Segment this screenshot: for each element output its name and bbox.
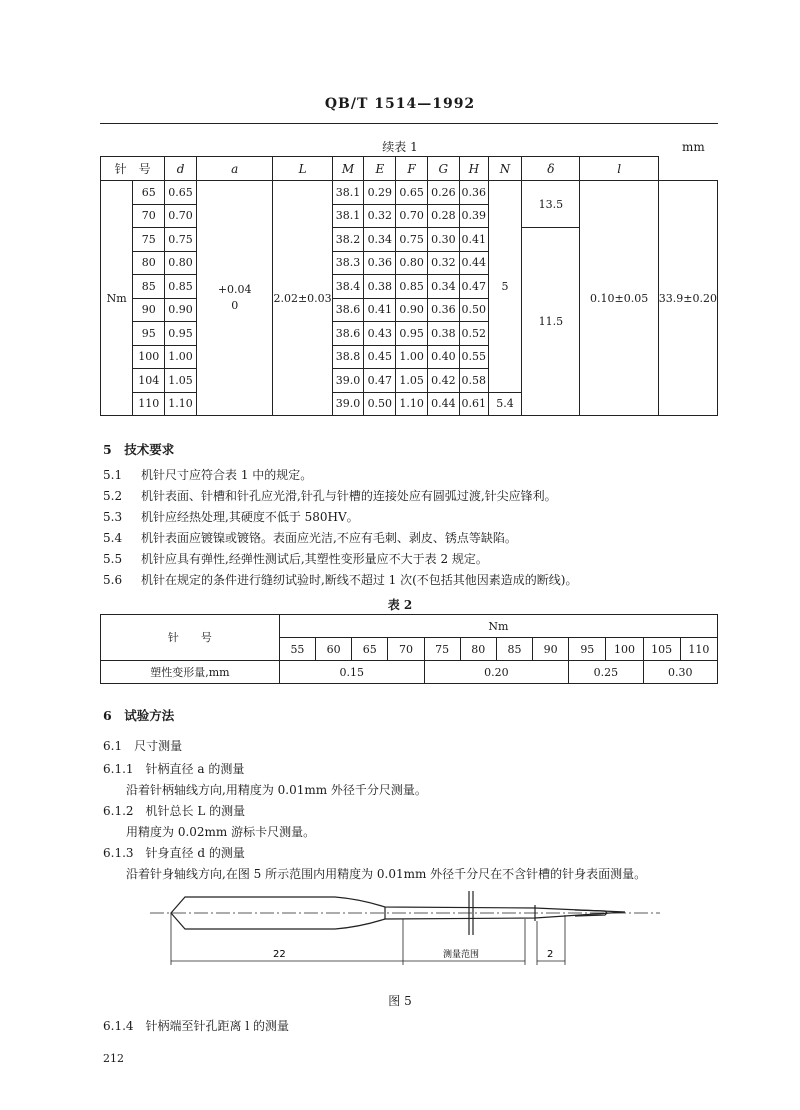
page-number: 212	[103, 1052, 124, 1065]
table1-cell-G: 0.52	[459, 322, 488, 346]
table1-cell-d: 1.10	[165, 392, 197, 416]
table1-cell-d: 0.90	[165, 298, 197, 322]
table1-header-cell: l	[580, 157, 658, 181]
table1-cell-L: 39.0	[332, 392, 364, 416]
table1-caption: 续表 1	[382, 140, 418, 154]
table1-cell-L: 38.4	[332, 275, 364, 299]
table2-value-cell: 0.20	[424, 661, 569, 684]
table1-cell-d: 0.95	[165, 322, 197, 346]
table2-header-needle: 针 号	[101, 615, 280, 661]
needle-figure	[145, 885, 665, 985]
section5-item-text: 机针应具有弹性,经弹性测试后,其塑性变形量应不大于表 2 规定。	[129, 552, 488, 566]
table1-cell-d: 0.75	[165, 228, 197, 252]
table1-delta-value: 0.10±0.05	[580, 181, 658, 416]
section5-item	[103, 529, 517, 546]
section5-title: 5 技术要求	[103, 442, 175, 457]
table1-cell-G: 0.41	[459, 228, 488, 252]
table1-cell-no: 100	[133, 345, 165, 369]
table1-cell-E: 0.85	[396, 275, 428, 299]
table1-row	[101, 181, 718, 205]
table1-cell-L: 38.6	[332, 298, 364, 322]
table1-cell-M: 0.43	[364, 322, 396, 346]
table1-cell-F: 0.30	[427, 228, 459, 252]
table1-cell-E: 0.65	[396, 181, 428, 205]
section6-1-4: 6.1.4 针柄端至针孔距离 l 的测量	[103, 1019, 290, 1033]
table2-nm-cell: 105	[643, 638, 680, 661]
table1-header-cell: N	[488, 157, 521, 181]
table1-cell-M: 0.34	[364, 228, 396, 252]
table1-cell-no: 90	[133, 298, 165, 322]
doc-header: QB/T 1514—1992	[324, 96, 476, 112]
section5-item	[103, 571, 577, 588]
table1-cell-d: 0.70	[165, 204, 197, 228]
table1-h-last: 5.4	[488, 392, 521, 416]
table1-header-cell: a	[196, 157, 273, 181]
table1-cell-E: 1.00	[396, 345, 428, 369]
table2-nm-cell: 80	[460, 638, 496, 661]
figure-caption: 图 5	[388, 994, 412, 1008]
table1-n-value-1: 13.5	[522, 181, 580, 228]
table1-a-value: 2.02±0.03	[273, 181, 332, 416]
section6-1-3-text: 沿着针身轴线方向,在图 5 所示范围内用精度为 0.01mm 外径千分尺在不含针槽的针身表面测量。	[126, 867, 647, 881]
table1-header-cell: δ	[522, 157, 580, 181]
table1-cell-G: 0.50	[459, 298, 488, 322]
table2-nm-cell: 60	[316, 638, 352, 661]
table1-cell-F: 0.40	[427, 345, 459, 369]
table1-cell-G: 0.44	[459, 251, 488, 275]
table1-cell-M: 0.45	[364, 345, 396, 369]
table1-cell-F: 0.38	[427, 322, 459, 346]
table1-cell-E: 0.75	[396, 228, 428, 252]
section6-title: 6 试验方法	[103, 708, 175, 723]
header-rule	[100, 123, 718, 124]
table1-cell-L: 38.1	[332, 204, 364, 228]
section6-1-2-text: 用精度为 0.02mm 游标卡尺测量。	[126, 825, 316, 839]
table1-cell-G: 0.39	[459, 204, 488, 228]
table1-header-cell: F	[396, 157, 428, 181]
table1-cell-no: 85	[133, 275, 165, 299]
table1-header-cell: G	[427, 157, 459, 181]
table1-cell-M: 0.47	[364, 369, 396, 393]
section5-item-text: 机针表面、针槽和针孔应光滑,针孔与针槽的连接处应有圆弧过渡,针尖应锋利。	[129, 489, 557, 503]
table2-nm-cell: 85	[496, 638, 532, 661]
table1-header-cell: L	[273, 157, 332, 181]
section5-item	[103, 508, 359, 525]
table2-header-nm: Nm	[279, 615, 717, 638]
table1-cell-G: 0.36	[459, 181, 488, 205]
table1-cell-M: 0.41	[364, 298, 396, 322]
table1-cell-L: 39.0	[332, 369, 364, 393]
table2-caption: 表 2	[387, 598, 413, 612]
table1-header-cell: d	[165, 157, 197, 181]
table2-nm-cell: 90	[533, 638, 569, 661]
table1-cell-M: 0.32	[364, 204, 396, 228]
figure-dim-22: 22	[273, 949, 286, 960]
table1-cell-L: 38.2	[332, 228, 364, 252]
table2-nm-cell: 70	[388, 638, 424, 661]
section5-item-text: 机针表面应镀镍或镀铬。表面应光洁,不应有毛刺、剥皮、锈点等缺陷。	[129, 531, 517, 545]
section6-1-1: 6.1.1 针柄直径 a 的测量	[103, 762, 245, 776]
table1-h-value: 5	[488, 181, 521, 393]
table1-n-value-2: 11.5	[522, 228, 580, 416]
table1-cell-M: 0.29	[364, 181, 396, 205]
table1-cell-F: 0.42	[427, 369, 459, 393]
table1-cell-L: 38.8	[332, 345, 364, 369]
figure-dim-2: 2	[547, 949, 554, 960]
section5-item-text: 机针应经热处理,其硬度不低于 580HV。	[129, 510, 359, 524]
table1	[100, 156, 718, 416]
table2-nm-cell: 95	[569, 638, 606, 661]
table1-cell-E: 1.10	[396, 392, 428, 416]
table2-nm-cell: 65	[352, 638, 388, 661]
table1-cell-M: 0.38	[364, 275, 396, 299]
table1-cell-L: 38.1	[332, 181, 364, 205]
table1-header-cell: 针 号	[101, 157, 165, 181]
section5-item	[103, 550, 488, 567]
table1-unit: mm	[682, 140, 705, 154]
section5-item-text: 机针在规定的条件进行缝纫试验时,断线不超过 1 次(不包括其他因素造成的断线)。	[129, 573, 578, 587]
table1-cell-no: 75	[133, 228, 165, 252]
table1-cell-L: 38.6	[332, 322, 364, 346]
table2-nm-cell: 55	[279, 638, 315, 661]
table1-group-nm: Nm	[101, 181, 133, 416]
table1-cell-G: 0.55	[459, 345, 488, 369]
section6-1-2: 6.1.2 机针总长 L 的测量	[103, 804, 246, 818]
table1-cell-F: 0.32	[427, 251, 459, 275]
section5-item-number: 5.3	[103, 510, 123, 524]
section5-item-number: 5.2	[103, 489, 123, 503]
table1-l-value: 33.9±0.20	[658, 181, 717, 416]
table1-header-cell: H	[459, 157, 488, 181]
section5-item	[103, 487, 557, 504]
section5-item	[103, 466, 312, 483]
section5-item-number: 5.4	[103, 531, 123, 545]
table1-cell-no: 70	[133, 204, 165, 228]
table2	[100, 614, 718, 684]
table1-cell-no: 110	[133, 392, 165, 416]
table2-nm-cell: 75	[424, 638, 460, 661]
table2-value-cell: 0.30	[643, 661, 717, 684]
table1-cell-d: 0.85	[165, 275, 197, 299]
section5-item-number: 5.1	[103, 468, 123, 482]
table1-cell-E: 0.80	[396, 251, 428, 275]
table1-cell-E: 1.05	[396, 369, 428, 393]
table1-cell-d: 0.80	[165, 251, 197, 275]
section6-1-3: 6.1.3 针身直径 d 的测量	[103, 846, 245, 860]
table1-cell-no: 104	[133, 369, 165, 393]
table1-cell-F: 0.44	[427, 392, 459, 416]
table1-cell-L: 38.3	[332, 251, 364, 275]
table1-cell-M: 0.36	[364, 251, 396, 275]
section6-1: 6.1 尺寸测量	[103, 739, 183, 753]
section5-item-text: 机针尺寸应符合表 1 中的规定。	[129, 468, 313, 482]
table1-cell-G: 0.47	[459, 275, 488, 299]
figure-dim-measure-range: 测量范围	[443, 950, 480, 960]
section6-1-1-text: 沿着针柄轴线方向,用精度为 0.01mm 外径千分尺测量。	[126, 783, 427, 797]
table2-value-cell: 0.25	[569, 661, 643, 684]
table2-value-cell: 0.15	[279, 661, 424, 684]
table1-cell-F: 0.28	[427, 204, 459, 228]
table1-header-cell: E	[364, 157, 396, 181]
table1-cell-d: 1.05	[165, 369, 197, 393]
table1-cell-G: 0.58	[459, 369, 488, 393]
table1-cell-F: 0.34	[427, 275, 459, 299]
table1-cell-G: 0.61	[459, 392, 488, 416]
table1-cell-d: 0.65	[165, 181, 197, 205]
table1-cell-M: 0.50	[364, 392, 396, 416]
table1-header-cell: M	[332, 157, 364, 181]
table1-cell-no: 80	[133, 251, 165, 275]
table1-d-tolerance: +0.04 0	[196, 181, 273, 416]
table1-cell-d: 1.00	[165, 345, 197, 369]
table2-nm-cell: 110	[680, 638, 717, 661]
section5-item-number: 5.5	[103, 552, 123, 566]
table2-nm-cell: 100	[606, 638, 643, 661]
table1-cell-no: 65	[133, 181, 165, 205]
section5-item-number: 5.6	[103, 573, 123, 587]
table1-cell-E: 0.95	[396, 322, 428, 346]
table1-cell-F: 0.26	[427, 181, 459, 205]
table1-cell-E: 0.90	[396, 298, 428, 322]
table1-cell-no: 95	[133, 322, 165, 346]
table2-row-label: 塑性变形量,mm	[101, 661, 280, 684]
table1-cell-E: 0.70	[396, 204, 428, 228]
table1-cell-F: 0.36	[427, 298, 459, 322]
